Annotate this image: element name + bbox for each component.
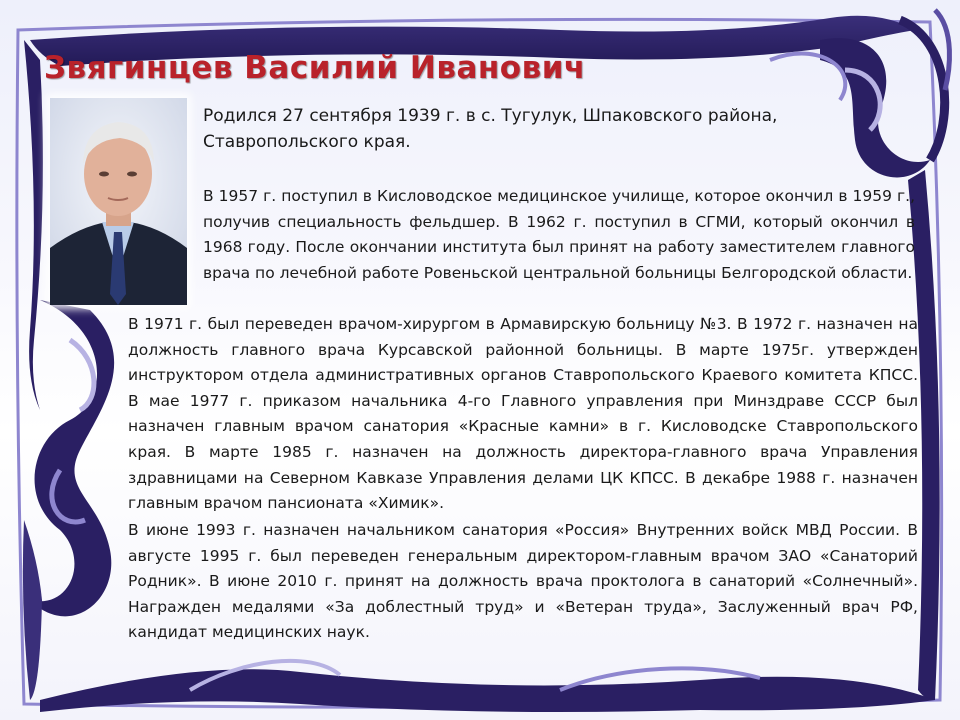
bio-paragraph-2: В 1971 г. был переведен врачом-хирургом в Армавирскую больницу №3. В 1972 г. назначен на должность главного врача Курсавской районной больницы. В марте 1975г. утвержден инструктором отдела административных органов Ставропольского Краевого комитета КПСС. В мае 1977 г. приказом начальника 4-го Главного управления при Минздраве СССР был назначен главным врачом санатория «Красные камни» в г. Кисловодске Ставропольского края. В марте 1985 г. назначен на должность директора-главного врача Управления здравницами на Северном Кавказе Управления делами ЦК КПСС. В декабре 1988 г. назначен главным врачом пансионата «Химик». bbox=[128, 315, 918, 513]
person-portrait-icon bbox=[50, 98, 187, 305]
bio-paragraph-1: В 1957 г. поступил в Кисловодское медицинское училище, которое окончил в 1959 г., получив специальность фельдшер. В 1962 г. поступил в СГМИ, который окончил в 1968 году. После окончании института был принят на работу заместителем главного врача по лечебной работе Ровеньской центральной больницы Белгородской области. bbox=[203, 187, 915, 282]
bio-paragraph-3: В июне 1993 г. назначен начальником санатория «Россия» Внутренних войск МВД России. В августе 1995 г. был переведен генеральным директором-главным врачом ЗАО «Санаторий Родник». В июне 2010 г. принят на должность врача проктолога в санаторий «Солнечный». Награжден медалями «За доблестный труд» и «Ветеран труда», Заслуженный врач РФ, кандидат медицинских наук. bbox=[128, 521, 918, 642]
portrait-photo bbox=[50, 98, 187, 305]
bio-intro: Родился 27 сентября 1939 г. в с. Тугулук, Шпаковского района, Ставропольского края. bbox=[203, 106, 778, 152]
page-title: Звягинцев Василий Иванович bbox=[44, 50, 586, 86]
